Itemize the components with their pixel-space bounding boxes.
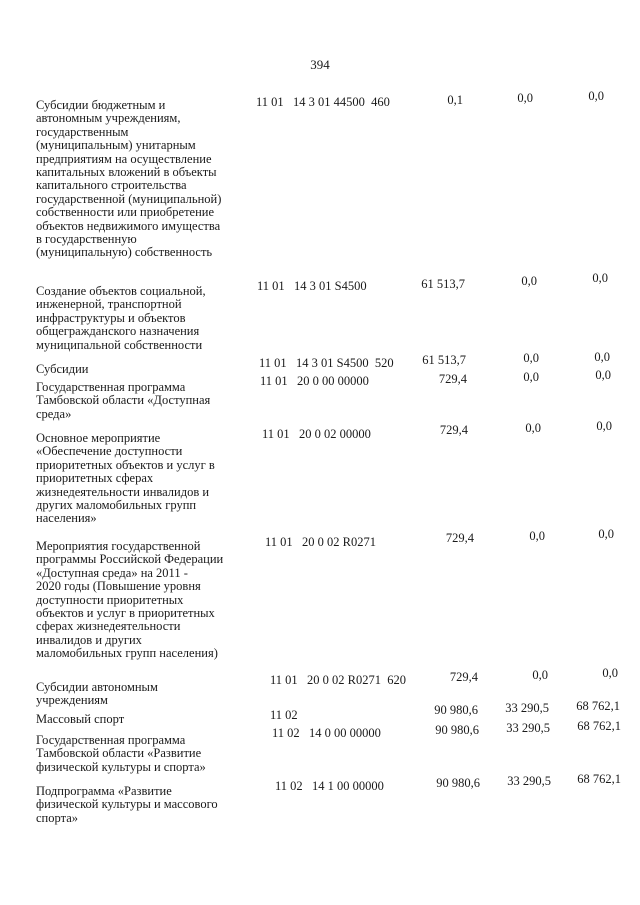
row-value-3: 0,0 <box>602 666 618 680</box>
row-value-3: 68 762,1 <box>576 699 620 713</box>
row-value-3: 68 762,1 <box>577 772 621 786</box>
row-name: Субсидии автономным учреждениям <box>36 680 158 708</box>
row-value-1: 729,4 <box>445 531 474 545</box>
row-name: Основное мероприятие «Обеспечение доступности приоритетных объектов и услуг в приоритетных сферах жизнедеятельности инвалидов и других маломобильных групп населения» <box>36 431 215 526</box>
row-value-2: 33 290,5 <box>505 701 549 715</box>
row-value-2: 0,0 <box>523 370 539 384</box>
row-name: Субсидии бюджетным и автономным учреждениям, государственным (муниципальным) унитарным предприятиям на осуществление капитальных вложений в объекты капитального строительства государственной (муниципальной) собственности или приобретение объектов недвижимого имущества в государственную (муниципальную) собственность <box>36 98 222 260</box>
row-code: 11 01 20 0 02 00000 <box>262 427 371 441</box>
row-code: 11 01 20 0 02 R0271 620 <box>270 673 406 687</box>
row-value-2: 0,0 <box>525 421 541 435</box>
row-value-1: 729,4 <box>449 670 478 684</box>
row-name: Государственная программа Тамбовской области «Доступная среда» <box>36 380 211 421</box>
row-value-1: 729,4 <box>438 372 467 386</box>
row-name: Создание объектов социальной, инженерной, транспортной инфраструктуры и объектов общегражданского назначения муниципальной собственности <box>36 284 206 352</box>
row-value-3: 0,0 <box>598 527 614 541</box>
row-value-3: 0,0 <box>595 368 611 382</box>
row-code: 11 01 14 3 01 S4500 <box>257 279 367 293</box>
row-value-1: 90 980,6 <box>434 703 478 717</box>
row-name: Государственная программа Тамбовской области «Развитие физической культуры и спорта» <box>36 733 206 774</box>
row-value-2: 0,0 <box>523 351 539 365</box>
row-code: 11 02 14 0 00 00000 <box>272 726 381 740</box>
row-name: Массовый спорт <box>36 712 125 726</box>
row-code: 11 01 14 3 01 S4500 520 <box>259 356 394 370</box>
row-value-1: 729,4 <box>439 423 468 437</box>
row-value-1: 0,1 <box>447 93 463 107</box>
row-code: 11 02 <box>270 708 298 722</box>
row-value-3: 0,0 <box>588 89 604 103</box>
row-value-3: 68 762,1 <box>577 719 621 733</box>
row-value-1: 61 513,7 <box>421 277 465 291</box>
row-value-2: 0,0 <box>532 668 548 682</box>
row-value-2: 33 290,5 <box>507 774 551 788</box>
row-value-3: 0,0 <box>592 271 608 285</box>
page-number: 394 <box>310 57 330 72</box>
row-value-1: 90 980,6 <box>436 776 480 790</box>
row-value-2: 0,0 <box>521 274 537 288</box>
row-value-3: 0,0 <box>596 419 612 433</box>
row-code: 11 01 14 3 01 44500 460 <box>256 95 390 109</box>
row-name: Подпрограмма «Развитие физической культуры и массового спорта» <box>36 784 218 825</box>
row-value-2: 33 290,5 <box>506 721 550 735</box>
row-name: Мероприятия государственной программы Российской Федерации «Доступная среда» на 2011 - 2020 годы (Повышение уровня доступности приоритетных объектов и услуг в приоритетных сферах жизнедеятельности инвалидов и других маломобильных групп населения) <box>36 539 224 661</box>
row-value-1: 90 980,6 <box>435 723 479 737</box>
row-value-2: 0,0 <box>517 91 533 105</box>
row-value-2: 0,0 <box>529 529 545 543</box>
row-value-3: 0,0 <box>594 350 610 364</box>
row-code: 11 02 14 1 00 00000 <box>275 779 384 793</box>
row-code: 11 01 20 0 02 R0271 <box>265 535 376 549</box>
row-name: Субсидии <box>36 362 89 376</box>
row-code: 11 01 20 0 00 00000 <box>260 374 369 388</box>
row-value-1: 61 513,7 <box>422 353 466 367</box>
